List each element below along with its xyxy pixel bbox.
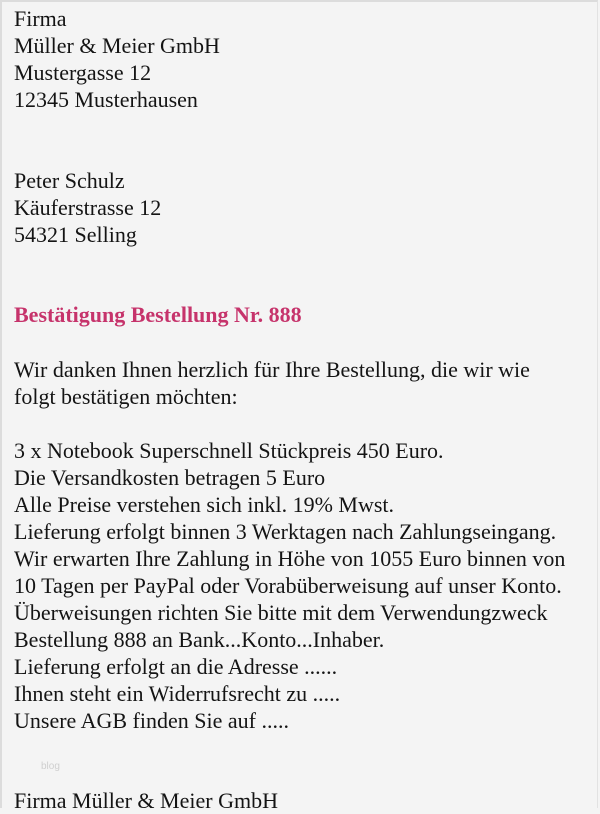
body-line: Lieferung erfolgt binnen 3 Werktagen nach Zahlungseingang. (14, 519, 557, 544)
body-line: Überweisungen richten Sie bitte mit dem Verwendungzweck (14, 600, 548, 625)
body-line: Alle Preise verstehen sich inkl. 19% Mwst. (14, 492, 395, 517)
sender-line: Müller & Meier GmbH (14, 33, 220, 58)
recipient-line: Peter Schulz (14, 168, 125, 193)
watermark: blog (41, 761, 60, 772)
recipient-line: Käuferstrasse 12 (14, 195, 162, 220)
body-line: Bestellung 888 an Bank...Konto...Inhaber. (14, 627, 385, 652)
order-details (14, 437, 565, 734)
sender-address (14, 5, 220, 113)
body-line: Unsere AGB finden Sie auf ..... (14, 708, 289, 733)
subject-heading: Bestätigung Bestellung Nr. 888 (14, 302, 302, 327)
recipient-address (14, 167, 161, 248)
body-line: 3 x Notebook Superschnell Stückpreis 450 Euro. (14, 438, 444, 463)
sender-line: 12345 Musterhausen (14, 87, 198, 112)
body-line: Ihnen steht ein Widerrufsrecht zu ..... (14, 681, 341, 706)
signature: Firma Müller & Meier GmbH (14, 788, 278, 813)
sender-line: Mustergasse 12 (14, 60, 152, 85)
subject-block (14, 301, 302, 328)
body-line: Die Versandkosten betragen 5 Euro (14, 465, 326, 490)
body-line: Wir erwarten Ihre Zahlung in Höhe von 1055 Euro binnen von (14, 546, 566, 571)
intro-line: Wir danken Ihnen herzlich für Ihre Bestellung, die wir wie (14, 357, 530, 382)
sender-line: Firma (14, 6, 67, 31)
body-line: 10 Tagen per PayPal oder Vorabüberweisung auf unser Konto. (14, 573, 562, 598)
intro-paragraph (14, 356, 530, 410)
body-line: Lieferung erfolgt an die Adresse ...... (14, 654, 338, 679)
intro-line: folgt bestätigen möchten: (14, 384, 238, 409)
recipient-line: 54321 Selling (14, 222, 137, 247)
